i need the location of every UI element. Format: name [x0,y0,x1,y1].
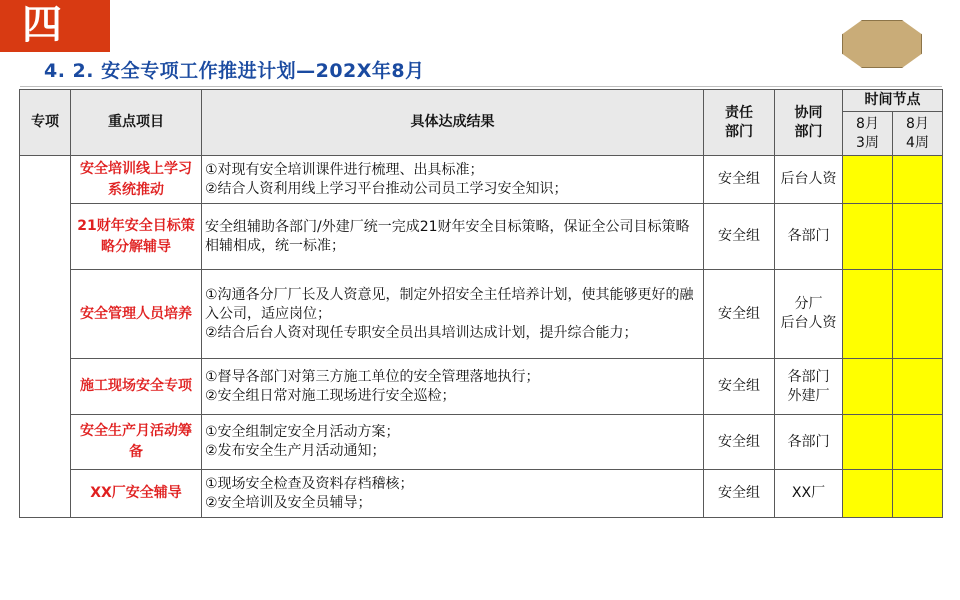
week3-cell [843,204,893,270]
resp-dept-cell: 安全组 [704,415,775,470]
key-item: 安全培训线上学习系统推动 [71,156,202,204]
week3-cell [843,415,893,470]
header-time-node: 时间节点 [843,90,943,112]
resp-dept-cell: 安全组 [704,204,775,270]
result-cell [202,270,704,359]
resp-dept-cell: 安全组 [704,470,775,518]
result-text: ①现场安全检查及资料存档稽核； ②安全培训及安全员辅导； [205,475,414,511]
table-row [20,470,943,518]
header-week4: 8月 4周 [893,112,943,156]
week3-cell [843,156,893,204]
resp-dept-cell: 安全组 [704,270,775,359]
coop-dept-cell: 分厂 后台人资 [775,270,843,359]
table-row [20,156,943,204]
result-cell [202,204,704,270]
coop-dept-cell: 各部门 外建厂 [775,359,843,415]
header-resp-dept: 责任 部门 [704,90,775,156]
key-item: 施工现场安全专项 [71,359,202,415]
result-text: ①督导各部门对第三方施工单位的安全管理落地执行； ②安全组日常对施工现场进行安全巡检； [205,368,540,404]
week3-cell [843,359,893,415]
result-text: ①安全组制定安全月活动方案； ②发布安全生产月活动通知； [205,424,400,459]
coop-dept-cell: XX厂 [775,470,843,518]
week3-cell [843,270,893,359]
header-result: 具体达成结果 [202,90,704,156]
resp-dept-cell: 安全组 [704,156,775,204]
decorative-octagon-shape [842,20,922,68]
resp-dept-cell: 安全组 [704,359,775,415]
result-text: ①对现有安全培训课件进行梳理、出具标准； ②结合人资利用线上学习平台推动公司员工学习安全知识； [205,161,568,197]
week4-cell [893,156,943,204]
key-item: 21财年安全目标策略分解辅导 [71,204,202,270]
week4-cell [893,470,943,518]
week4-cell [893,270,943,359]
slide-title: 4. 2. 安全专项工作推进计划—202X年8月 [44,60,425,82]
coop-dept-cell: 后台人资 [775,156,843,204]
table-row [20,415,943,470]
month-cell [20,156,71,518]
header-key-item: 重点项目 [71,90,202,156]
result-cell [202,359,704,415]
result-cell [202,415,704,470]
week4-cell [893,415,943,470]
header-special: 专项 [20,90,71,156]
week3-cell [843,470,893,518]
key-item: XX厂安全辅导 [71,470,202,518]
table-row [20,359,943,415]
header-week3: 8月 3周 [843,112,893,156]
coop-dept-cell: 各部门 [775,415,843,470]
safety-plan-table [19,89,943,518]
result-cell [202,470,704,518]
table-row [20,204,943,270]
header-coop-dept: 协同 部门 [775,90,843,156]
title-divider [20,86,942,87]
table-row [20,270,943,359]
coop-dept-cell: 各部门 [775,204,843,270]
key-item: 安全管理人员培养 [71,270,202,359]
result-cell [202,156,704,204]
section-numeral: 四 [22,2,72,48]
week4-cell [893,359,943,415]
result-text: ①沟通各分厂厂长及人资意见，制定外招安全主任培养计划，使其能够更好的融入公司，适应岗位； ②结合后台人资对现任专职安全员出具培训达成计划，提升综合能力； [205,286,694,341]
week4-cell [893,204,943,270]
section-badge [0,0,110,52]
key-item: 安全生产月活动筹备 [71,415,202,470]
result-text: 安全组辅助各部门/外建厂统一完成21财年安全目标策略，保证全公司目标策略相辅相成，统一标准； [205,218,690,254]
